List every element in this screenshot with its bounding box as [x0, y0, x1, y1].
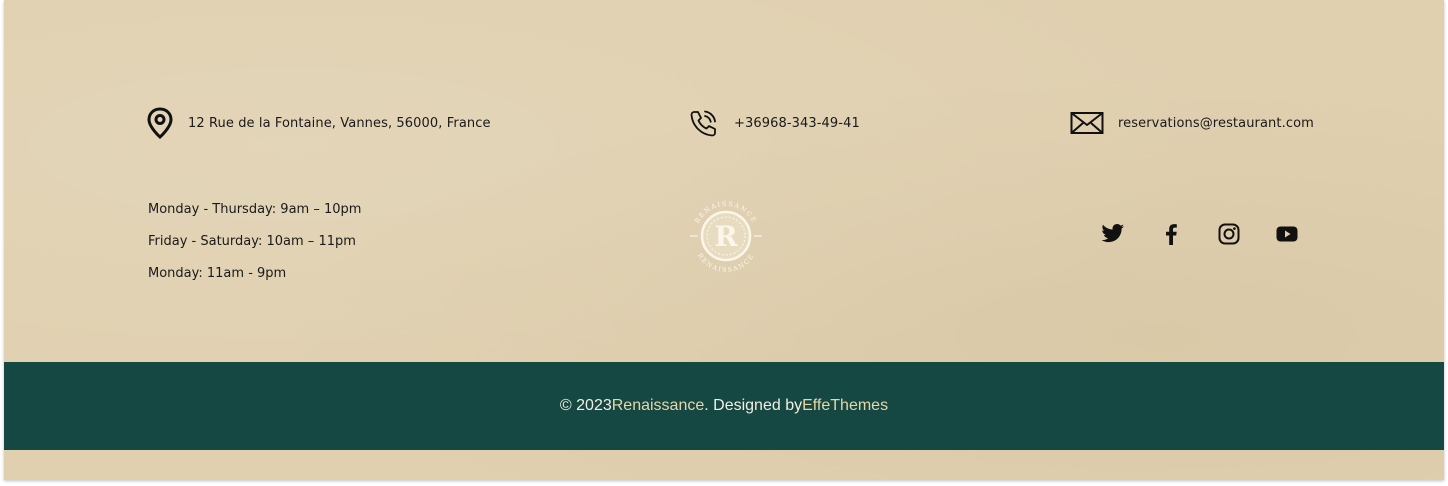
svg-text:RENAISSANCE: RENAISSANCE: [693, 199, 759, 225]
facebook-icon[interactable]: [1158, 221, 1184, 247]
social-links: [1100, 221, 1300, 247]
brand-link[interactable]: Renaissance: [611, 397, 705, 414]
opening-hours: [148, 200, 361, 296]
footer-section: [4, 0, 1444, 480]
phone-text[interactable]: +36968-343-49-41: [734, 115, 860, 131]
designed-by-text: . Designed by: [704, 397, 803, 414]
twitter-icon[interactable]: [1100, 221, 1126, 247]
envelope-icon: [1070, 111, 1104, 135]
address-text: 12 Rue de la Fontaine, Vannes, 56000, France: [188, 115, 491, 131]
phone-contact[interactable]: [688, 106, 860, 140]
copyright-bar: [4, 362, 1444, 450]
instagram-icon[interactable]: [1216, 221, 1242, 247]
email-text[interactable]: reservations@restaurant.com: [1118, 115, 1314, 131]
svg-text:RENAISSANCE: RENAISSANCE: [695, 251, 757, 275]
location-pin-icon: [146, 107, 174, 139]
hours-line: Monday - Thursday: 9am – 10pm: [148, 202, 362, 217]
hours-line: Monday: 11am - 9pm: [148, 266, 287, 281]
copyright-prefix: © 2023: [559, 397, 612, 414]
youtube-icon[interactable]: [1274, 221, 1300, 247]
hours-line: Friday - Saturday: 10am – 11pm: [148, 234, 356, 249]
phone-icon: [688, 108, 720, 138]
address-contact: [146, 106, 491, 140]
email-contact[interactable]: [1070, 106, 1314, 140]
svg-text:R: R: [714, 220, 738, 253]
renaissance-logo[interactable]: [684, 194, 768, 278]
designer-link[interactable]: EffeThemes: [802, 397, 889, 414]
